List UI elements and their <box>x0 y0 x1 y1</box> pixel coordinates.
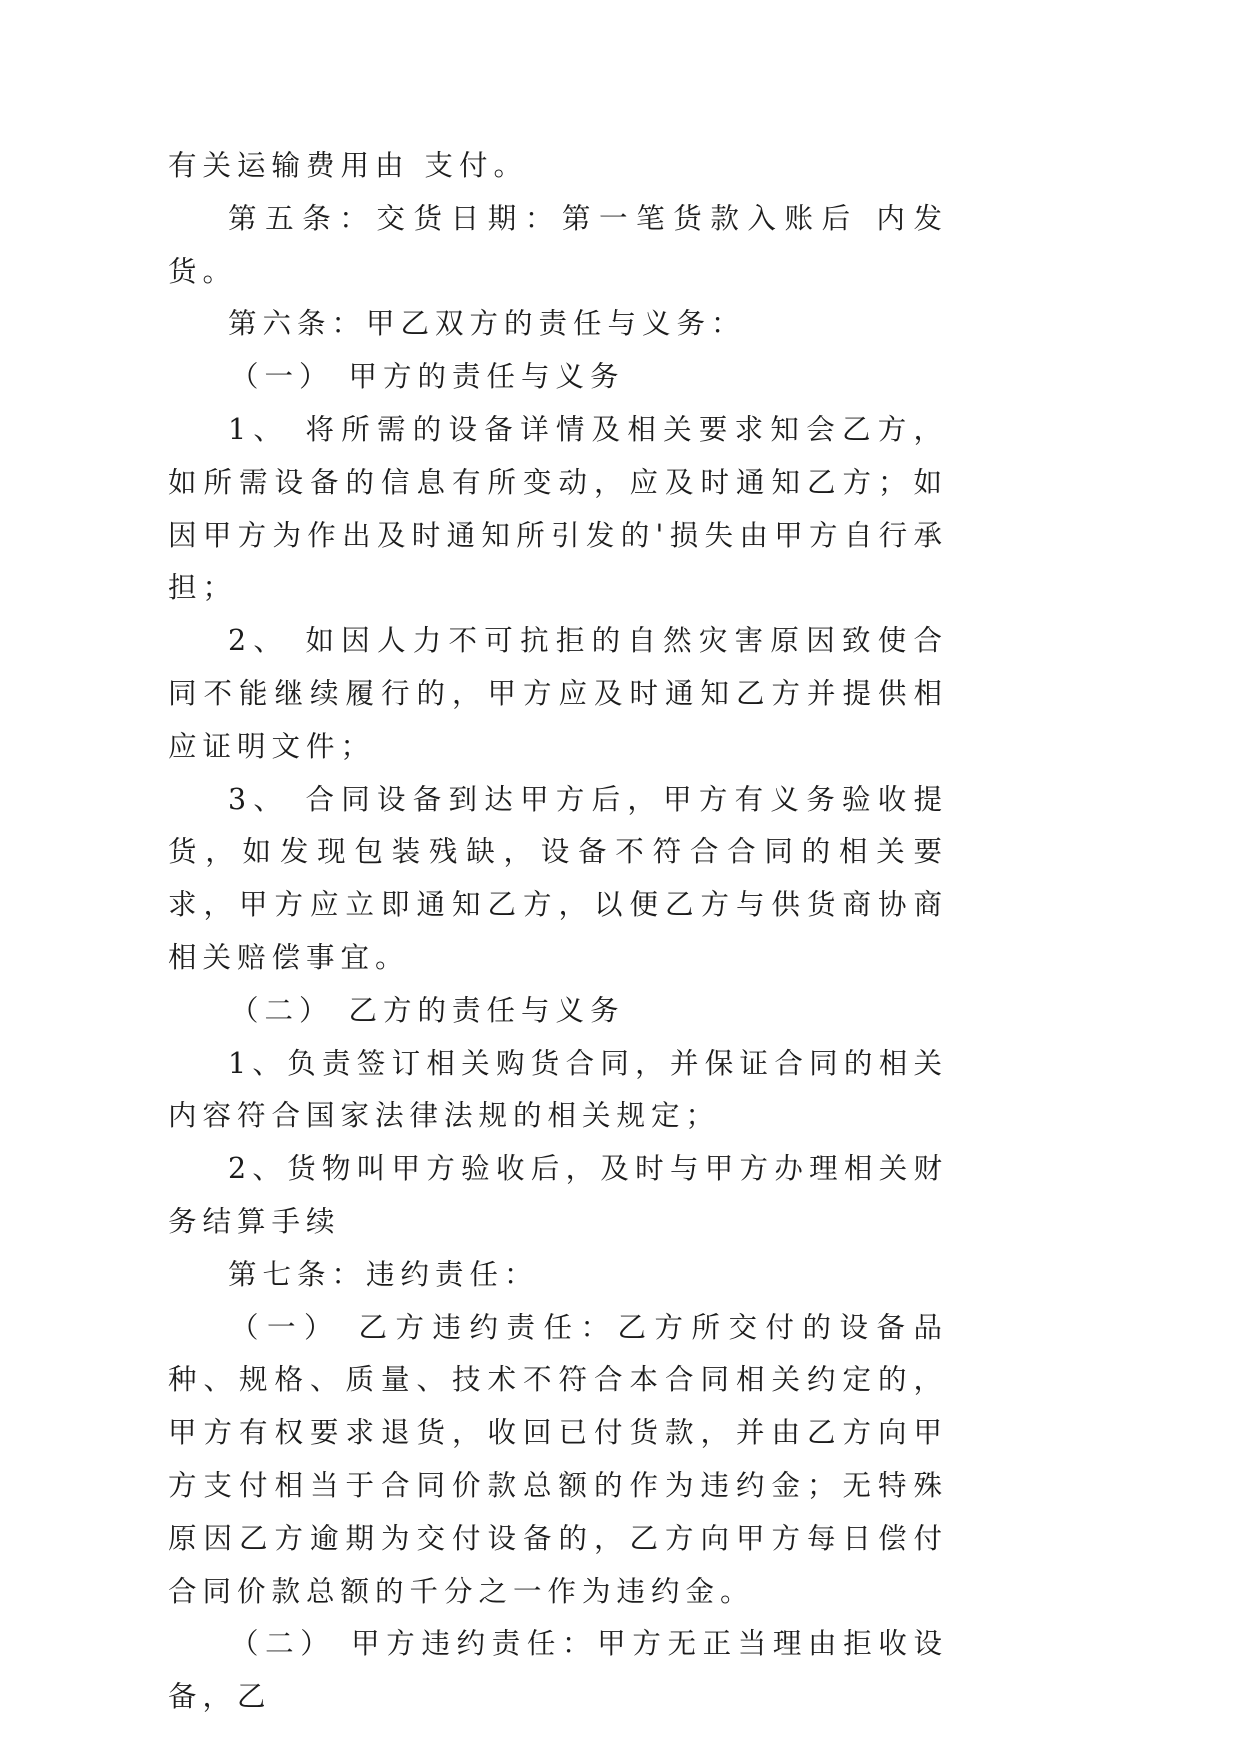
party-b-obligations-heading: （二） 乙方的责任与义务 <box>230 993 625 1027</box>
party-b-clause-2: 2、货物叫甲方验收后，及时与甲方办理相关财务结算手续 <box>168 1152 948 1238</box>
party-b-clause-1: 1、负责签订相关购货合同，并保证合同的相关内容符合国家法律法规的相关规定； <box>168 1046 948 1133</box>
article-7-heading: 第七条：违约责任： <box>228 1257 539 1291</box>
party-b-breach-liability: （一） 乙方违约责任：乙方所交付的设备品种、规格、质量、技术不符合本合同相关约定的，甲方有权要求退货，收回已付货款，并由乙方向甲方支付相当于合同价款总额的作为违约金；无特殊原因乙方逾期为交付设备的，乙方向甲方每日偿付合同价款总额的千分之一作为违约金。 <box>168 1310 948 1608</box>
continuation-paragraph: 有关运输费用由 支付。 <box>168 149 529 182</box>
article-5-delivery-date: 第五条：交货日期：第一笔货款入账后 内发货。 <box>168 201 948 288</box>
party-a-clause-3: 3、 合同设备到达甲方后，甲方有义务验收提货，如发现包装残缺，设备不符合合同的相关要求，甲方应立即通知乙方，以便乙方与供货商协商相关赔偿事宜。 <box>168 782 948 974</box>
article-6-heading: 第六条：甲乙双方的责任与义务： <box>228 307 746 341</box>
party-a-clause-2: 2、 如因人力不可抗拒的自然灾害原因致使合同不能继续履行的，甲方应及时通知乙方并提供相应证明文件； <box>168 624 948 763</box>
party-a-clause-1: 1、 将所需的设备详情及相关要求知会乙方，如所需设备的信息有所变动，应及时通知乙方；如因甲方为作出及时通知所引发的'损失由甲方自行承担； <box>168 412 948 605</box>
party-a-breach-liability: （二） 甲方违约责任：甲方无正当理由拒收设备，乙 <box>168 1627 948 1714</box>
document-body <box>168 140 948 1724</box>
party-a-obligations-heading: （一） 甲方的责任与义务 <box>230 360 625 394</box>
